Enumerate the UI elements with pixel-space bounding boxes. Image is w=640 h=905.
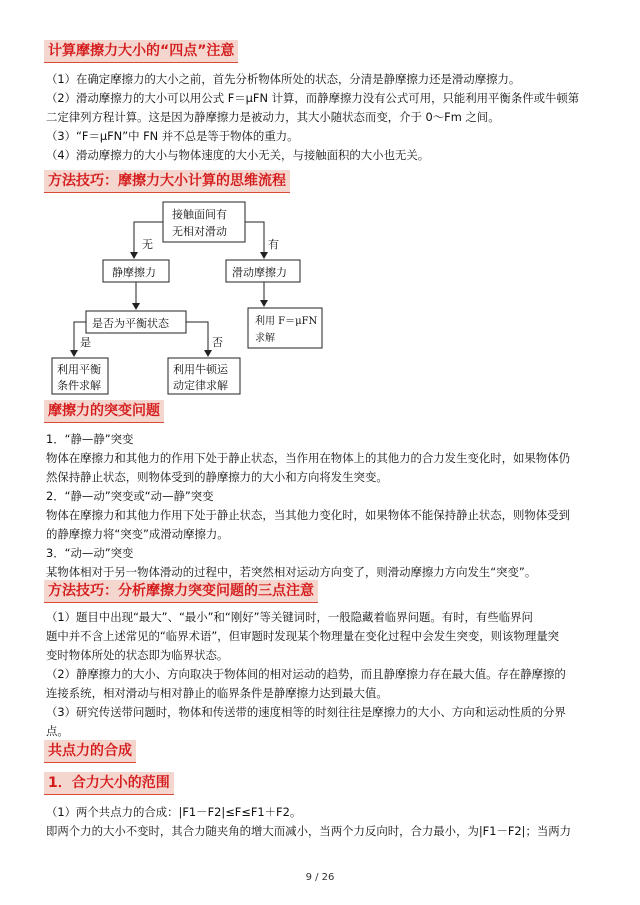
paragraph-line: 的静摩擦力将“突变”成滑动摩擦力。 — [46, 527, 229, 541]
paragraph-line: 点。 — [46, 724, 69, 738]
paragraph-line: 二定律列方程计算。这是因为静摩擦力是被动力，其大小随状态而变，介于 0～Fm 之间。 — [46, 110, 500, 124]
section-heading-sudden-change: 摩擦力的突变问题 — [44, 400, 164, 423]
paragraph-line: 1．“静—静”突变 — [46, 432, 134, 446]
flow-text-static: 静摩擦力 — [112, 266, 156, 279]
section3-body — [46, 430, 602, 582]
flow-text-equilibrium-2: 条件求解 — [57, 379, 101, 392]
section4-body — [46, 608, 602, 741]
paragraph-line: 某物体相对于另一物体滑动的过程中，若突然相对运动方向变了，则滑动摩擦力方向发生“突变”。 — [46, 565, 537, 579]
flow-text-yes: 有 — [268, 238, 279, 251]
paragraph-line: （2）滑动摩擦力的大小可以用公式 F＝μFN 计算，而静摩擦力没有公式可用，只能利用平衡条件或牛顿第 — [46, 91, 580, 105]
flow-text-contact-2: 无相对滑动 — [172, 225, 227, 238]
paragraph-line: （2）静摩擦力的大小、方向取决于物体间的相对运动的趋势，而且静摩擦力存在最大值。存在静摩擦的 — [46, 667, 566, 681]
flow-text-sliding: 滑动摩擦力 — [232, 266, 287, 279]
flow-text-contact-1: 接触面间有 — [172, 208, 227, 221]
paragraph-line: （3）研究传送带问题时，物体和传送带的速度相等的时刻往往是摩擦力的大小、方向和运动性质的分界 — [46, 705, 566, 719]
paragraph-line: 题中并不含上述常见的“临界术语”，但审题时发现某个物理量在变化过程中会发生突变，则该物理量突 — [46, 629, 559, 643]
section1-body — [46, 70, 602, 165]
paragraph-line: 2．“静—动”突变或“动—静”突变 — [46, 489, 214, 503]
paragraph-line: （1）题目中出现“最大”、“最小”和“刚好”等关键词时，一般隐藏着临界问题。有时，有些临界问 — [46, 610, 533, 624]
paragraph-line: （4）滑动摩擦力的大小与物体速度的大小无关，与接触面积的大小也无关。 — [46, 148, 430, 162]
friction-flowchart — [0, 196, 640, 406]
section-heading-three-notes: 方法技巧：分析摩擦力突变问题的三点注意 — [44, 580, 318, 603]
section-heading-resultant-range: 1．合力大小的范围 — [44, 772, 174, 795]
paragraph-line: （1）在确定摩擦力的大小之前，首先分析物体所处的状态，分清是静摩擦力还是滑动摩擦力。 — [46, 72, 521, 86]
paragraph-line: （1）两个共点力的合成：|F1－F2|≤F≤F1＋F2。 — [46, 805, 302, 819]
flow-text-equilibrium-1: 利用平衡 — [57, 363, 101, 376]
flow-text-formula-2: 求解 — [255, 333, 275, 344]
flow-text-newton-2: 动定律求解 — [173, 379, 228, 392]
page-number: 9 / 26 — [305, 872, 335, 883]
section-heading-flow: 方法技巧：摩擦力大小计算的思维流程 — [44, 170, 290, 193]
flow-text-yes-branch: 是 — [80, 336, 91, 349]
paragraph-line: 即两个力的大小不变时，其合力随夹角的增大而减小，当两个力反向时，合力最小，为|F1－F2|；当两力 — [46, 824, 572, 838]
paragraph-line: 然保持静止状态，则物体受到的静摩擦力的大小和方向将发生突变。 — [46, 470, 388, 484]
flow-text-balance: 是否为平衡状态 — [92, 317, 169, 330]
paragraph-line: 3．“动—动”突变 — [46, 546, 134, 560]
section-heading-concurrent-forces: 共点力的合成 — [44, 740, 136, 763]
flow-text-newton-1: 利用牛顿运 — [173, 363, 228, 376]
section6-body — [46, 803, 602, 841]
paragraph-line: （3）“F＝μFN”中 FN 并不总是等于物体的重力。 — [46, 129, 299, 143]
paragraph-line: 连接系统，相对滑动与相对静止的临界条件是静摩擦力达到最大值。 — [46, 686, 388, 700]
paragraph-line: 物体在摩擦力和其他力的作用下处于静止状态，当作用在物体上的其他力的合力发生变化时，如果物体仍 — [46, 451, 570, 465]
paragraph-line: 物体在摩擦力和其他力作用下处于静止状态，当其他力变化时，如果物体不能保持静止状态，则物体受到 — [46, 508, 570, 522]
flow-text-no-branch: 否 — [212, 336, 223, 349]
paragraph-line: 变时物体所处的状态即为临界状态。 — [46, 648, 229, 662]
flow-text-formula-1: 利用 F＝μFN — [255, 316, 318, 327]
section-heading-four-points: 计算摩擦力大小的“四点”注意 — [44, 40, 238, 63]
flow-text-no: 无 — [142, 238, 153, 251]
